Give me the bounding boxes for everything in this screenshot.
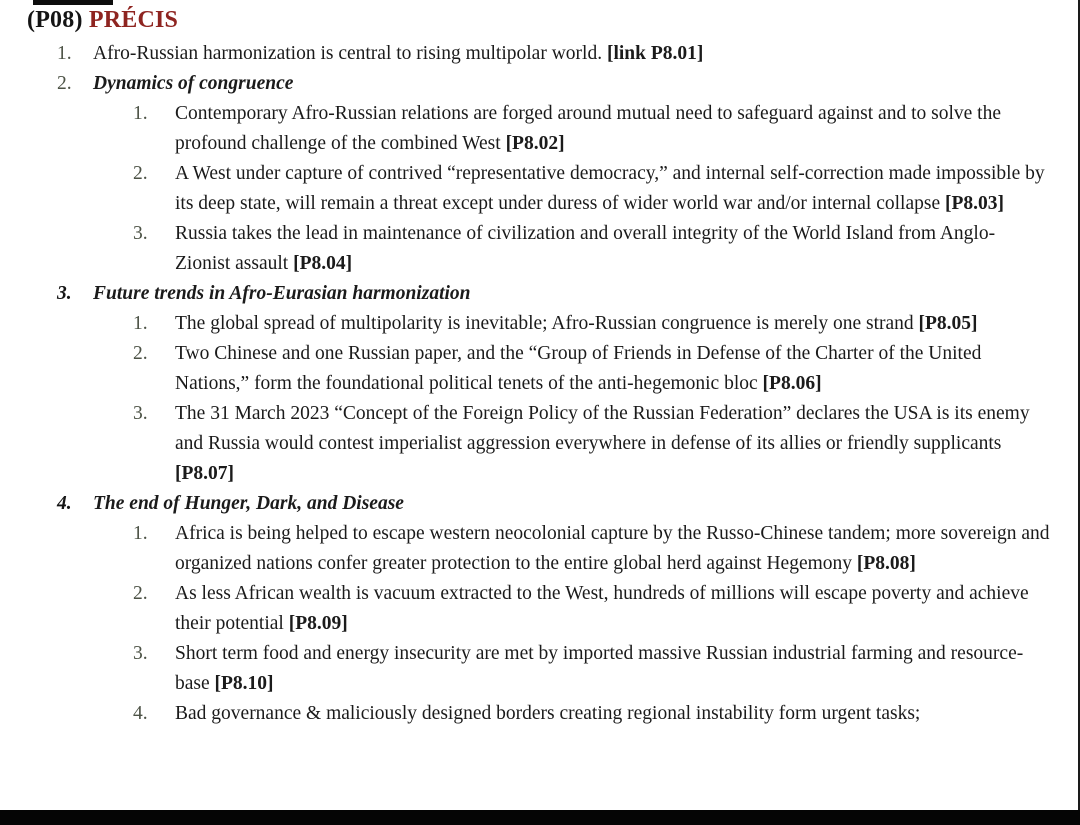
ref-label: [link P8.01]: [606, 43, 704, 64]
text-segment: The end of Hunger, Dark, and Disease: [93, 493, 404, 514]
outline-item-3-3: [0, 399, 1078, 489]
text-segment: A West under capture of contrived “representative democracy,” and internal self-correction made impossible by its deep state, will remain a threat except under duress of wider world war and/or internal collapse: [175, 163, 1045, 214]
outline-item-3-2: [0, 339, 1078, 399]
item-text: [93, 69, 1050, 99]
item-text: [175, 159, 1050, 219]
item-number: 4.: [133, 703, 148, 724]
item-text: [175, 519, 1050, 579]
outline-item-4-2: [0, 579, 1078, 639]
outline-item-3-1: [0, 309, 1078, 339]
text-segment: Bad governance & maliciously designed borders creating regional instability form urgent tasks;: [175, 703, 921, 724]
text-segment: Short term food and energy insecurity are met by imported massive Russian industrial farming and resource-base: [175, 643, 1024, 694]
item-number: 1.: [133, 523, 148, 544]
item-text: [93, 39, 1050, 69]
page-title: [0, 0, 1078, 39]
outline-item-3: [0, 279, 1078, 309]
ref-label: [P8.07]: [175, 463, 235, 484]
item-number: 2.: [57, 73, 72, 94]
item-number: 3.: [133, 403, 148, 424]
item-text: [175, 699, 1050, 729]
top-crop-artifact: [33, 0, 113, 5]
ref-label: [P8.05]: [918, 313, 978, 334]
ref-label: [P8.08]: [856, 553, 916, 574]
text-segment: The global spread of multipolarity is inevitable; Afro-Russian congruence is merely one strand: [175, 313, 919, 334]
ref-label: [P8.06]: [762, 373, 822, 394]
item-number: 2.: [133, 163, 148, 184]
outline-item-4: [0, 489, 1078, 519]
item-text: [175, 99, 1050, 159]
text-segment: Russia takes the lead in maintenance of civilization and overall integrity of the World Island from Anglo-Zionist assault: [175, 223, 996, 274]
item-number: 1.: [133, 313, 148, 334]
title-prefix: (P08): [27, 7, 89, 33]
item-number: 2.: [133, 583, 148, 604]
outline-item-2-2: [0, 159, 1078, 219]
item-number: 1.: [133, 103, 148, 124]
text-segment: As less African wealth is vacuum extracted to the West, hundreds of millions will escape poverty and achieve their potential: [175, 583, 1029, 634]
item-number: 3.: [133, 643, 148, 664]
item-text: [93, 489, 1050, 519]
text-segment: Future trends in Afro-Eurasian harmonization: [93, 283, 471, 304]
outline-item-2-1: [0, 99, 1078, 159]
item-text: [175, 639, 1050, 699]
ref-label: [P8.04]: [293, 253, 353, 274]
item-text: [175, 399, 1050, 489]
outline-item-2-3: [0, 219, 1078, 279]
outline-item-2: [0, 69, 1078, 99]
text-segment: The 31 March 2023 “Concept of the Foreign Policy of the Russian Federation” declares the USA is its enemy and Russia would contest imperialist aggression everywhere in defense of its allies or friendly supplicants: [175, 403, 1030, 454]
item-number: 2.: [133, 343, 148, 364]
outline-item-4-3: [0, 639, 1078, 699]
text-segment: Two Chinese and one Russian paper, and the “Group of Friends in Defense of the Charter of the United Nations,” form the foundational political tenets of the anti-hegemonic bloc: [175, 343, 982, 394]
ref-label: [P8.02]: [505, 133, 565, 154]
ref-label: [P8.10]: [214, 673, 274, 694]
text-segment: Dynamics of congruence: [93, 73, 294, 94]
bottom-bar: [0, 810, 1080, 825]
ref-label: [P8.09]: [288, 613, 348, 634]
text-segment: Africa is being helped to escape western neocolonial capture by the Russo-Chinese tandem; more sovereign and organized nations confer greater protection to the entire global herd against Hegemony: [175, 523, 1050, 574]
item-number: 4.: [57, 493, 72, 514]
outline-item-4-1: [0, 519, 1078, 579]
item-text: [175, 579, 1050, 639]
item-text: [93, 279, 1050, 309]
text-segment: Contemporary Afro-Russian relations are forged around mutual need to safeguard against and to solve the profound challenge of the combined West: [175, 103, 1001, 154]
item-number: 1.: [57, 43, 72, 64]
outline-item-1: [0, 39, 1078, 69]
item-text: [175, 339, 1050, 399]
text-segment: Afro-Russian harmonization is central to rising multipolar world.: [93, 43, 607, 64]
title-text: PRÉCIS: [88, 7, 179, 33]
outline: [0, 39, 1078, 729]
item-number: 3.: [57, 283, 72, 304]
ref-label: [P8.03]: [944, 193, 1005, 214]
outline-item-4-4: [0, 699, 1078, 729]
item-number: 3.: [133, 223, 148, 244]
item-text: [175, 309, 1050, 339]
item-text: [175, 219, 1050, 279]
